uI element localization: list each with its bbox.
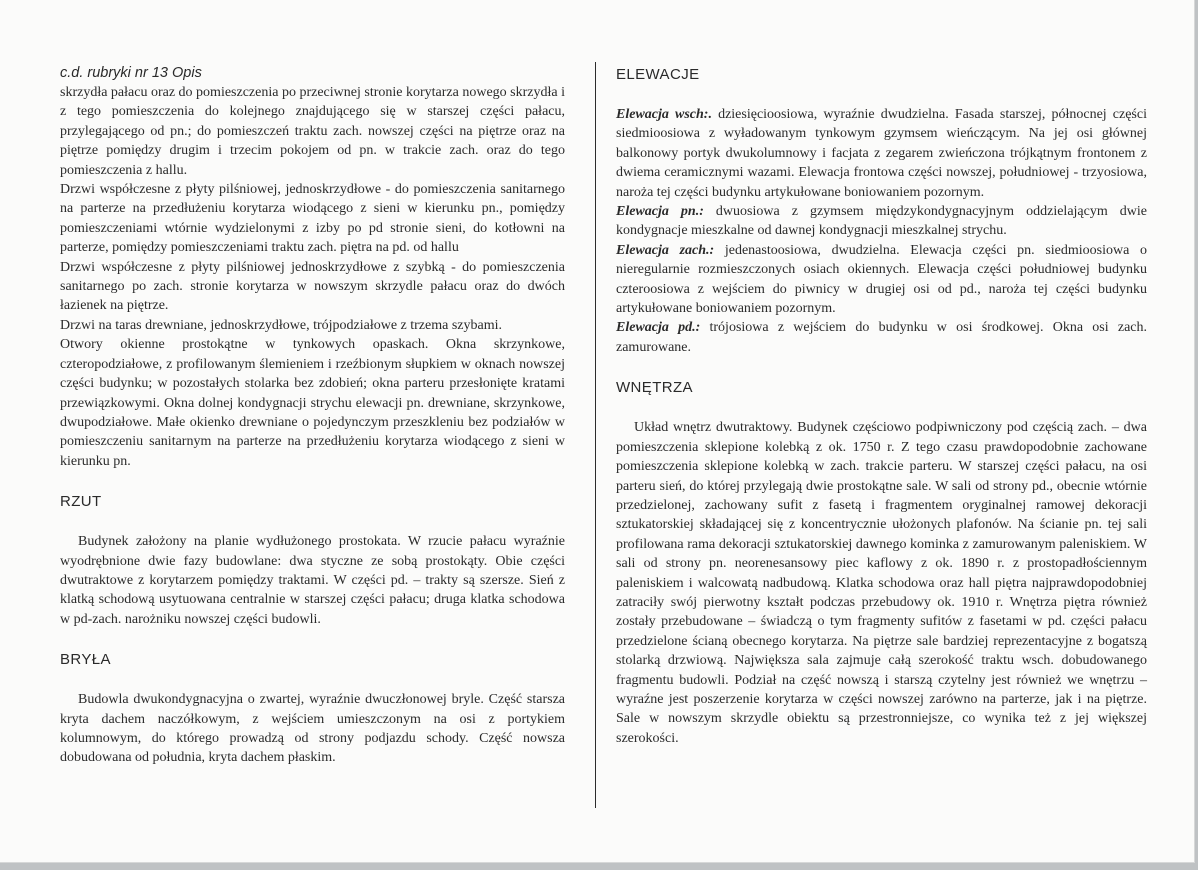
elewacja-pn-label: Elewacja pn.:: [616, 204, 704, 220]
description-paragraph-1: skrzydła pałacu oraz do pomieszczenia po przeciwnej stronie korytarza nowego skrzydła i z tego pomieszczenia do kolejnego znajdującego się w starszej części pałacu, przylegającego od pn.; do pomieszczeń traktu zach. nowszej części na piętrze oraz na piętrze pomiędzy drugim i trzecim pokojem od pn. w trakcie zach. oraz do tego pomieszczenia z hallu.: [60, 85, 565, 178]
elewacja-zach-label: Elewacja zach.:: [616, 242, 715, 258]
elewacja-wsch-paragraph: [616, 105, 1147, 202]
section-heading-rzut: RZUT: [60, 493, 102, 511]
elewacja-pn-text: dwuosiowa z gzymsem międzykondygnacyjnym oddzielającym dwie kondygnacje mieszkalne od dawnej kondygnacji mieszkalnej strychu.: [616, 204, 1147, 239]
left-column: [60, 60, 565, 768]
description-paragraph-3: Drzwi współczesne z płyty pilśniowej jednoskrzydłowe z szybką - do pomieszczenia sanitarnego po zach. stronie korytarza w nowszym skrzydle pałacu oraz do dwóch łazienek na piętrze.: [60, 259, 565, 314]
elewacja-zach-text: jedenastoosiowa, dwudzielna. Elewacja części pn. siedmioosiowa o nieregularnie rozmieszczonych osiach okiennych. Elewacja części południowej budynku czteroosiowa z wejściem do piwnicy w drugiej osi od pd., naroża tej części budynku artykułowane boniowaniem pozornym.: [616, 242, 1148, 317]
bryla-paragraph: Budowla dwukondygnacyjna o zwartej, wyraźnie dwuczłonowej bryle. Część starsza kryta dachem naczółkowym, z wejściem umieszczonym na osi z portykiem kolumnowym, do którego prowadzą od strony podjazdu schody. Część nowsza dobudowana od południa, kryta dachem płaskim.: [60, 692, 565, 766]
right-column: [616, 60, 1147, 748]
section-heading-elewacje: ELEWACJE: [616, 66, 700, 83]
elewacja-pd-label: Elewacja pd.:: [616, 320, 701, 336]
elewacja-wsch-text: dziesięcioosiowa, wyraźnie dwudzielna. Fasada starszej, północnej części siedmioosiowa z wyładowanym tynkowym gzymsem wieńczącym. Na jej osi głównej balkonowy portyk dwukolumnowy i facjata z zegarem zwieńczona trójkątnym frontonem z dwiema ceramicznymi wazami. Elewacja frontowa części nowszej, południowej - trzyosiowa, naroża tej części budynku artykułowane boniowaniem pozornym.: [616, 107, 1147, 200]
description-paragraph-4: Drzwi na taras drewniane, jednoskrzydłowe, trójpodziałowe z trzema szybami.: [60, 317, 502, 333]
elewacja-pd-text: trójosiowa z wejściem do budynku w osi środkowej. Okna osi zach. zamurowane.: [616, 320, 1148, 355]
running-head: c.d. rubryki nr 13 Opis: [60, 65, 202, 81]
elewacja-wsch-label: Elewacja wsch:.: [616, 107, 712, 122]
column-divider: [595, 62, 596, 808]
elewacja-pd-paragraph: [616, 318, 1147, 357]
section-heading-wnetrza: WNĘTRZA: [616, 379, 693, 397]
elewacja-zach-paragraph: [616, 241, 1147, 319]
description-paragraph-2: Drzwi współczesne z płyty pilśniowej, jednoskrzydłowe - do pomieszczenia sanitarnego na parterze na przedłużeniu korytarza wiodącego z sieni w kierunku pn., pomiędzy pomieszczeniami wtórnie wydzielonymi z izby po pd stronie sieni, do kotłowni na parterze, pomiędzy pomieszczeniami traktu zach. piętra na pd. od hallu: [60, 182, 565, 256]
elewacja-pn-paragraph: [616, 202, 1147, 241]
section-heading-bryla: BRYŁA: [60, 651, 111, 669]
rzut-paragraph: Budynek założony na planie wydłużonego prostokata. W rzucie pałacu wyraźnie wyodrębnione dwie fazy budowlane: dwa styczne ze sobą prostokąty. Obie części dwutraktowe z korytarzem pomiędzy traktami. W części pd. – trakty są szersze. Sień z klatką schodową usytuowana centralnie w starszej części pałacu; druga klatka schodowa w pd-zach. narożniku nowszej części budowli.: [60, 534, 565, 627]
wnetrza-paragraph: Układ wnętrz dwutraktowy. Budynek częściowo podpiwniczony pod częścią zach. – dwa pomieszczenia sklepione kolebką z ok. 1750 r. Z tego czasu prawdopodobnie zachowane pomieszczenia sklepione kolebką w zach. trakcie parteru. W starszej części pałacu, na osi parteru sień, do której przylegają dwie prostokątne sale. W sali od strony pd., obecnie wtórnie przedzielonej, zachowany sufit z fasetą i fragmentem oryginalnej ramowej dekoracji sztukatorskiej składającej się z koncentrycznie ułożonych plafonów. Na ścianie pn. tej sali profilowana rama dekoracji sztukatorskiej dawnego kominka z zamurowanym paleniskiem. W sali od strony pn. neorenesansowy piec kaflowy z ok. 1890 r. z prostopadłościennym paleniskiem i walcowatą nadbudową. Klatka schodowa oraz hall piętra najprawdopodobniej zatraciły swój pierwotny kształt podczas przebudowy ok. 1910 r. Wnętrza piętra również zostały przebudowane – świadczą o tym fragmenty sufitów z fasetami w pd. części pałacu przedzielone ścianą obecnego korytarza. Na piętrze sale bardziej reprezentacyjne z bogatszą stolarką drzwiową. Największa sala zajmuje całą szerokość traktu wsch. dobudowanego fragmentu budowli. Podział na część nowszą i starszą czytelny jest również we wnętrzu – wyraźne jest poszerzenie korytarza w części nowszej zarówno na parterze, jak i na piętrze. Sale w nowszym skrzydle obiektu są przestronniejsze, co wynika też z jej większej szerokości.: [616, 420, 1147, 746]
description-paragraph-5: Otwory okienne prostokątne w tynkowych opaskach. Okna skrzynkowe, czteropodziałowe, z profilowanym ślemieniem i rzeźbionym słupkiem w oknach nowszej części budynku; w pozostałych stolarka bez zdobień; okna parteru przesłonięte kratami przewiązkowymi. Okna dolnej kondygnacji strychu elewacji pn. drewniane, skrzynkowe, dwupodziałowe. Małe okienko drewniane o pojedynczym przeszkleniu bez podziałów w pomieszczeniu sanitarnym na parterze na przedłużeniu korytarza wiodącego z sieni w kierunku pn.: [60, 337, 565, 469]
